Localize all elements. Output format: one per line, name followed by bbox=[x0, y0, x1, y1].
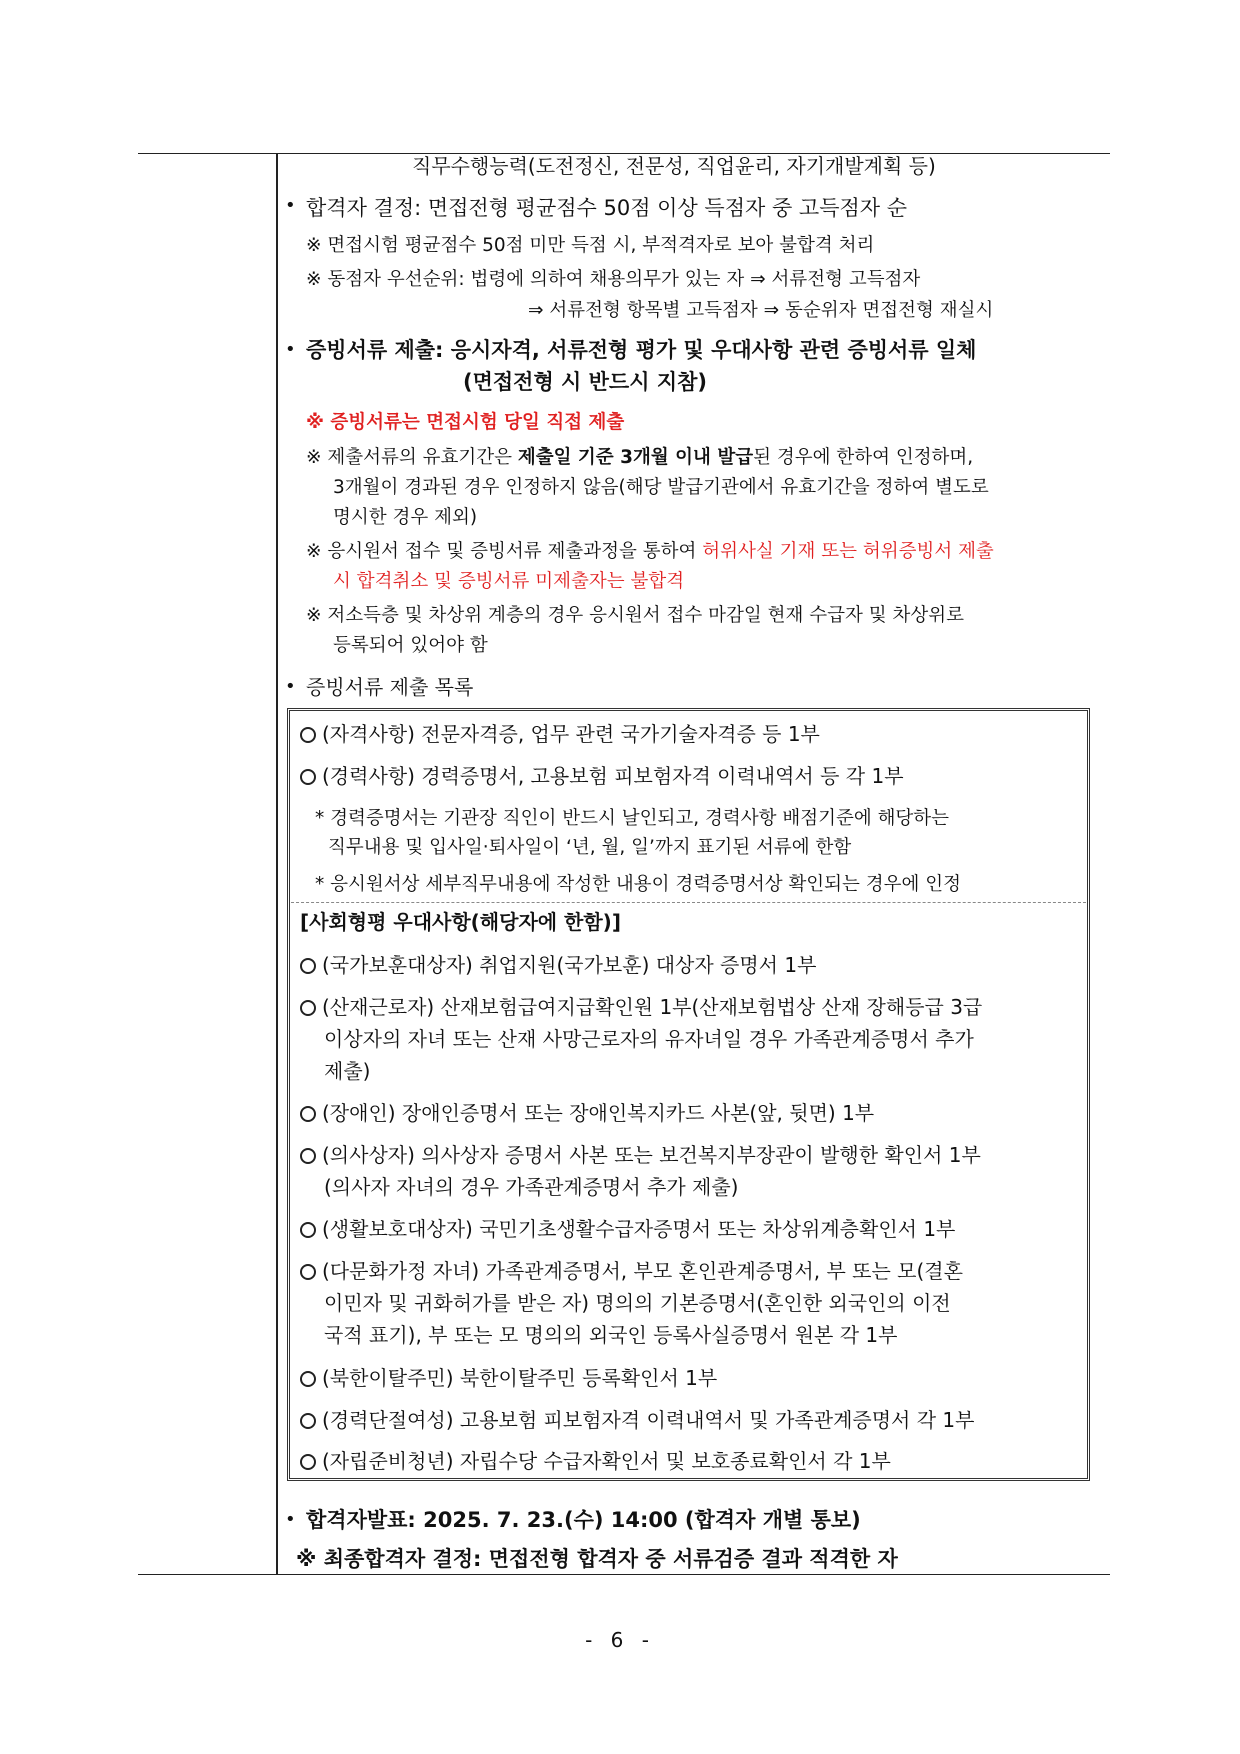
validity-note-3: 명시한 경우 제외) bbox=[333, 507, 478, 528]
equity-section-title: [사회형평 우대사항(해당자에 한함)] bbox=[300, 910, 621, 934]
false-note-1 bbox=[306, 538, 994, 566]
low-income-note-2: 등록되어 있어야 함 bbox=[333, 635, 488, 656]
column-divider bbox=[276, 153, 278, 1575]
pass-note-1: ※ 면접시험 평균점수 50점 미만 득점 시, 부적격자로 보아 불합격 처리 bbox=[306, 235, 875, 256]
circle-icon bbox=[300, 1222, 316, 1238]
false-note-2: 시 합격취소 및 증빙서류 미제출자는 불합격 bbox=[333, 571, 685, 592]
list-item-cont: 국적 표기), 부 또는 모 명의의 외국인 등록사실증명서 원본 각 1부 bbox=[324, 1323, 898, 1347]
validity-note-1c: 된 경우에 한하여 인정하며, bbox=[753, 447, 974, 468]
bullet-dot: • bbox=[285, 676, 296, 697]
star-note: * 경력증명서는 기관장 직인이 반드시 날인되고, 경력사항 배점기준에 해당하는 bbox=[315, 808, 950, 829]
pass-note-2b: ⇒ 서류전형 항목별 고득점자 ⇒ 동순위자 면접전형 재실시 bbox=[528, 300, 994, 321]
announcement-heading: 합격자발표: 2025. 7. 23.(수) 14:00 (합격자 개별 통보) bbox=[306, 1508, 861, 1532]
section-separator bbox=[291, 902, 1086, 903]
validity-note-2: 3개월이 경과된 경우 인정하지 않음(해당 발급기관에서 유효기간을 정하여 별도로 bbox=[333, 477, 989, 498]
false-note-1a: ※ 응시원서 접수 및 증빙서류 제출과정을 통하여 bbox=[306, 541, 703, 562]
list-item: (국가보훈대상자) 취업지원(국가보훈) 대상자 증명서 1부 bbox=[300, 951, 816, 979]
low-income-note-1: ※ 저소득층 및 차상위 계층의 경우 응시원서 접수 마감일 현재 수급자 및 차상위로 bbox=[306, 605, 964, 626]
validity-note-1a: ※ 제출서류의 유효기간은 bbox=[306, 447, 518, 468]
list-item-cont: 이상자의 자녀 또는 산재 사망근로자의 유자녀일 경우 가족관계증명서 추가 bbox=[324, 1027, 974, 1051]
continuation-text: 직무수행능력(도전정신, 전문성, 직업윤리, 자기개발계획 등) bbox=[412, 154, 936, 178]
circle-icon bbox=[300, 1000, 316, 1016]
list-item: (다문화가정 자녀) 가족관계증명서, 부모 혼인관계증명서, 부 또는 모(결혼 bbox=[300, 1257, 963, 1285]
page-number: - 6 - bbox=[585, 1628, 655, 1652]
list-item: (장애인) 장애인증명서 또는 장애인복지카드 사본(앞, 뒷면) 1부 bbox=[300, 1099, 874, 1127]
bullet-dot: • bbox=[285, 339, 296, 360]
circle-icon bbox=[300, 1413, 316, 1429]
final-decision-note: ※ 최종합격자 결정: 면접전형 합격자 중 서류검증 결과 적격한 자 bbox=[296, 1547, 898, 1571]
list-item-cont: (의사자 자녀의 경우 가족관계증명서 추가 제출) bbox=[324, 1175, 739, 1199]
list-item: (경력단절여성) 고용보험 피보험자격 이력내역서 및 가족관계증명서 각 1부 bbox=[300, 1406, 974, 1434]
bullet-dot: • bbox=[285, 195, 296, 216]
validity-note-1b: 제출일 기준 3개월 이내 발급 bbox=[517, 447, 754, 468]
documents-heading-sub: (면접전형 시 반드시 지참) bbox=[463, 370, 707, 394]
list-item: (산재근로자) 산재보험급여지급확인원 1부(산재보험법상 산재 장해등급 3급 bbox=[300, 993, 982, 1021]
circle-icon bbox=[300, 1454, 316, 1470]
circle-icon bbox=[300, 1264, 316, 1280]
doc-list-heading: 증빙서류 제출 목록 bbox=[306, 675, 474, 699]
circle-icon bbox=[300, 1106, 316, 1122]
list-item: (자립준비청년) 자립수당 수급자확인서 및 보호종료확인서 각 1부 bbox=[300, 1447, 891, 1475]
list-item: (경력사항) 경력증명서, 고용보험 피보험자격 이력내역서 등 각 1부 bbox=[300, 762, 904, 790]
list-item: (생활보호대상자) 국민기초생활수급자증명서 또는 차상위계층확인서 1부 bbox=[300, 1215, 955, 1243]
documents-heading: 증빙서류 제출: 응시자격, 서류전형 평가 및 우대사항 관련 증빙서류 일체 bbox=[306, 338, 977, 362]
list-item-cont: 제출) bbox=[324, 1059, 371, 1083]
list-item: (자격사항) 전문자격증, 업무 관련 국가기술자격증 등 1부 bbox=[300, 720, 820, 748]
star-note: * 응시원서상 세부직무내용에 작성한 내용이 경력증명서상 확인되는 경우에 인정 bbox=[315, 874, 962, 895]
list-item: (북한이탈주민) 북한이탈주민 등록확인서 1부 bbox=[300, 1364, 717, 1392]
false-note-1b: 허위사실 기재 또는 허위증빙서 제출 bbox=[702, 541, 994, 562]
pass-note-2a: ※ 동점자 우선순위: 법령에 의하여 채용의무가 있는 자 ⇒ 서류전형 고득점자 bbox=[306, 269, 921, 290]
circle-icon bbox=[300, 1371, 316, 1387]
bullet-dot: • bbox=[285, 1509, 296, 1530]
star-note: 직무내용 및 입사일·퇴사일이 ‘년, 월, 일’까지 표기된 서류에 한함 bbox=[328, 837, 852, 858]
circle-icon bbox=[300, 769, 316, 785]
circle-icon bbox=[300, 1148, 316, 1164]
validity-note-1 bbox=[306, 444, 973, 472]
circle-icon bbox=[300, 958, 316, 974]
pass-decision-heading: 합격자 결정: 면접전형 평균점수 50점 이상 득점자 중 고득점자 순 bbox=[306, 196, 908, 220]
circle-icon bbox=[300, 727, 316, 743]
documents-red-note: ※ 증빙서류는 면접시험 당일 직접 제출 bbox=[306, 412, 625, 433]
list-item: (의사상자) 의사상자 증명서 사본 또는 보건복지부장관이 발행한 확인서 1부 bbox=[300, 1141, 981, 1169]
list-item-cont: 이민자 및 귀화허가를 받은 자) 명의의 기본증명서(혼인한 외국인의 이전 bbox=[324, 1291, 951, 1315]
